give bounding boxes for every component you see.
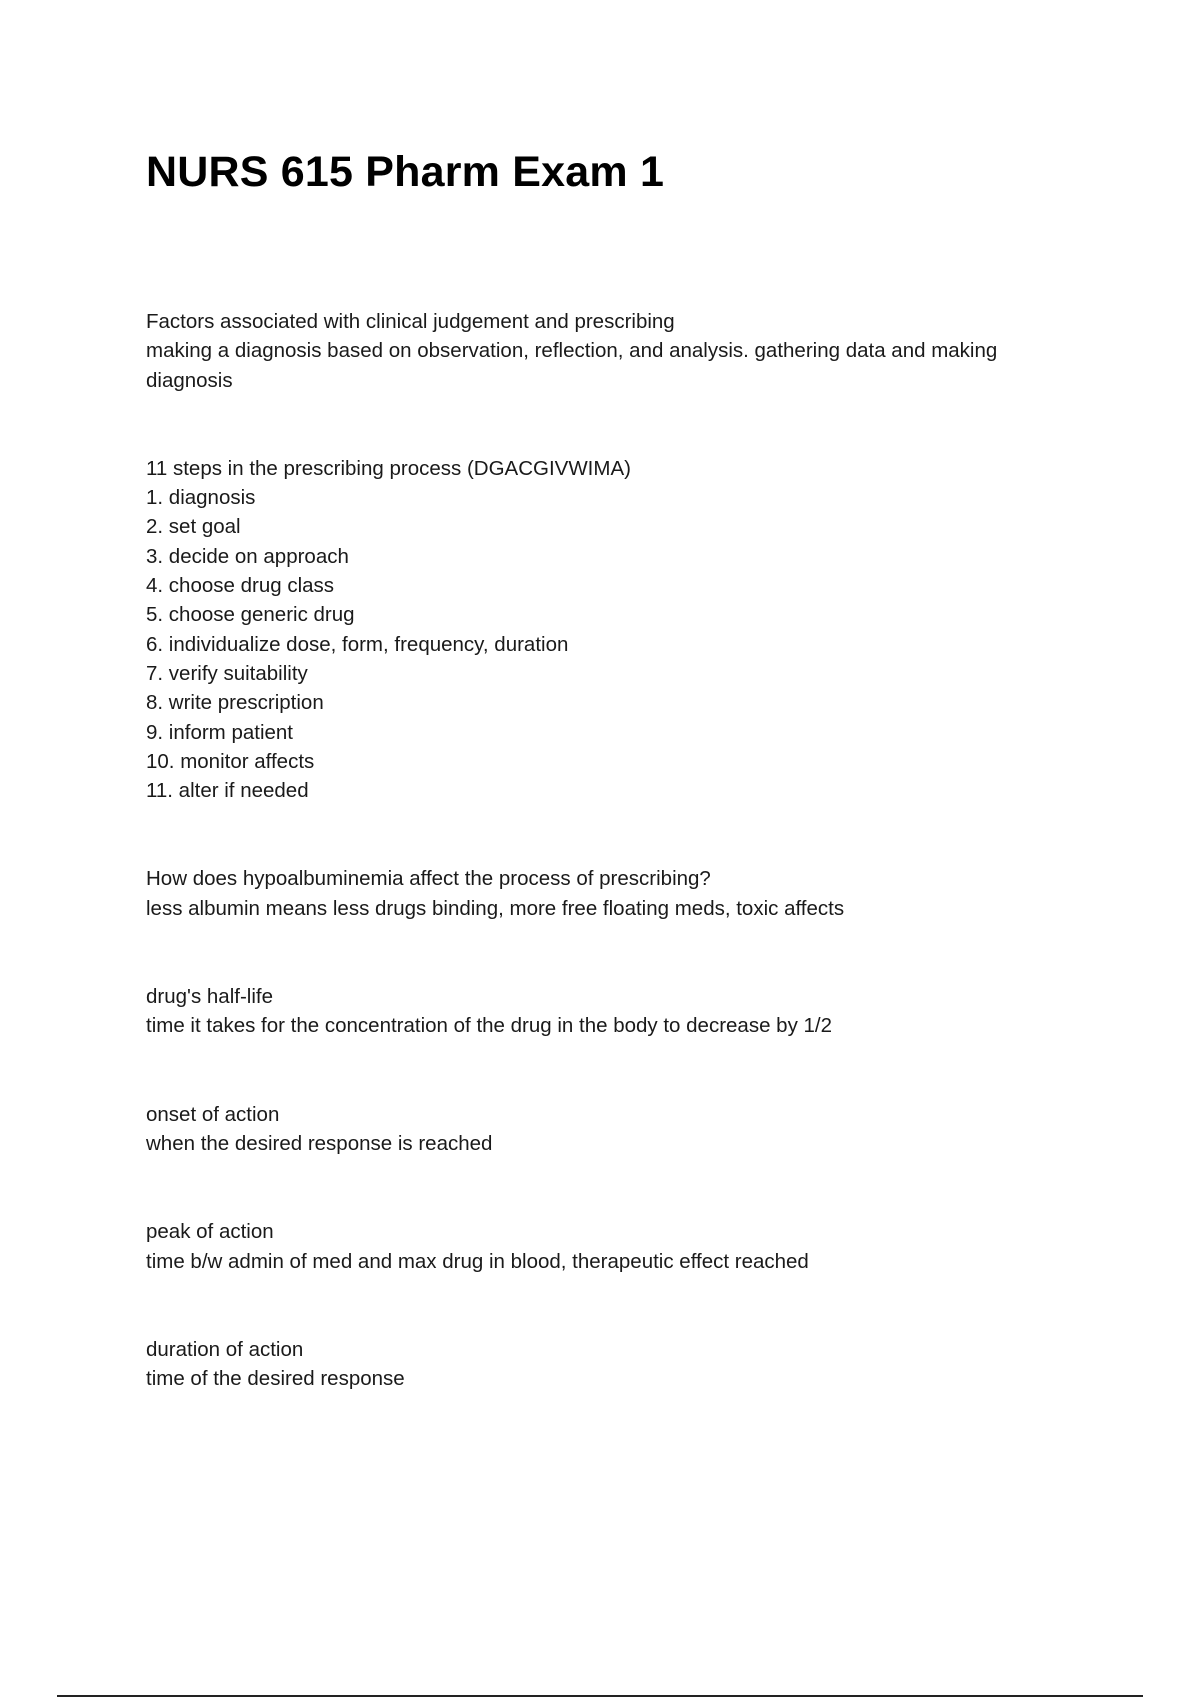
- step-item: 4. choose drug class: [146, 574, 335, 598]
- card-definition: time b/w admin of med and max drug in blood, therapeutic effect reached: [146, 1249, 809, 1273]
- flashcard-onset: [146, 1100, 1086, 1159]
- flashcard-peak: [146, 1217, 1086, 1276]
- flashcard-half-life: [146, 982, 1086, 1041]
- flashcard-duration: [146, 1335, 1086, 1394]
- card-term: onset of action: [146, 1102, 280, 1126]
- step-item: 2. set goal: [146, 515, 241, 539]
- card-term: peak of action: [146, 1220, 274, 1244]
- card-definition: time it takes for the concentration of the drug in the body to decrease by 1/2: [146, 1014, 833, 1038]
- card-term: Factors associated with clinical judgement and prescribing: [146, 310, 675, 333]
- card-term: duration of action: [146, 1337, 304, 1361]
- page-title: NURS 615 Pharm Exam 1: [146, 148, 665, 196]
- flashcard-prescribing-steps: [146, 454, 1086, 806]
- step-item: 11. alter if needed: [146, 779, 309, 803]
- step-item: 5. choose generic drug: [146, 603, 355, 627]
- step-item: 1. diagnosis: [146, 486, 256, 510]
- card-definition: time of the desired response: [146, 1367, 405, 1391]
- steps-list: [146, 483, 1086, 805]
- flashcard-clinical-judgement: [146, 307, 1086, 395]
- card-term: How does hypoalbuminemia affect the process of prescribing?: [146, 867, 711, 891]
- card-definition: when the desired response is reached: [146, 1131, 493, 1155]
- footer-divider: [57, 1695, 1143, 1697]
- step-item: 3. decide on approach: [146, 544, 349, 568]
- step-item: 7. verify suitability: [146, 661, 308, 685]
- flashcard-list: [146, 307, 1086, 1393]
- card-definition: making a diagnosis based on observation, reflection, and analysis. gathering data and making diagnosis: [146, 339, 998, 392]
- step-item: 6. individualize dose, form, frequency, duration: [146, 632, 569, 656]
- step-item: 9. inform patient: [146, 720, 293, 744]
- card-definition: less albumin means less drugs binding, more free floating meds, toxic affects: [146, 896, 845, 920]
- step-item: 8. write prescription: [146, 691, 324, 715]
- card-term: drug's half-life: [146, 985, 273, 1009]
- flashcard-hypoalbuminemia: [146, 864, 1086, 923]
- step-item: 10. monitor affects: [146, 749, 315, 773]
- card-term: 11 steps in the prescribing process (DGACGIVWIMA): [146, 456, 631, 480]
